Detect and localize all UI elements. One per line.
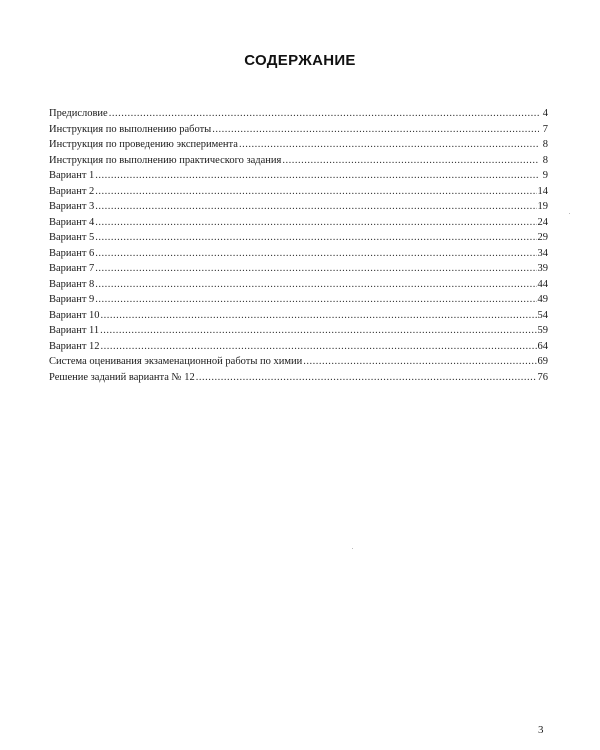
toc-entry-variant-11[interactable] xyxy=(49,323,548,339)
toc-entry-label: Вариант 12 xyxy=(49,340,100,352)
toc-entry-page: 54 xyxy=(537,309,548,321)
dot-leader xyxy=(95,199,536,215)
toc-entry-grading-system[interactable] xyxy=(49,354,548,370)
dot-leader xyxy=(95,184,536,200)
toc-entry-variant-7[interactable] xyxy=(49,261,548,277)
toc-entry-label: Инструкция по проведению эксперимента xyxy=(49,139,238,150)
dot-leader xyxy=(100,323,536,339)
toc-entry-variant-3[interactable] xyxy=(49,199,548,215)
toc-entry-label: Вариант 3 xyxy=(49,201,95,212)
toc-entry-label: Предисловие xyxy=(49,108,108,119)
toc-entry-page: 8 xyxy=(542,139,548,150)
scan-speck xyxy=(569,213,570,214)
toc-entry-page: 7 xyxy=(542,123,548,135)
toc-entry-variant-12-solutions[interactable] xyxy=(49,370,548,386)
toc-entry-page: 29 xyxy=(537,232,548,243)
dot-leader xyxy=(109,106,539,122)
toc-entry-variant-9[interactable] xyxy=(49,292,548,308)
toc-entry-label: Инструкция по выполнению работы xyxy=(49,123,212,135)
toc-entry-variant-8[interactable] xyxy=(49,277,548,293)
toc-entry-page: 69 xyxy=(537,356,548,367)
toc-entry-page: 9 xyxy=(542,170,548,181)
page-title: СОДЕРЖАНИЕ xyxy=(244,52,356,69)
dot-leader xyxy=(95,261,536,277)
toc-entry-page: 39 xyxy=(537,263,548,274)
dot-leader xyxy=(95,168,539,184)
toc-entry-page: 59 xyxy=(537,325,548,336)
toc-entry-variant-12[interactable] xyxy=(49,339,548,355)
toc-entry-variant-5[interactable] xyxy=(49,230,548,246)
dot-leader xyxy=(95,230,536,246)
toc-entry-page: 19 xyxy=(537,201,548,212)
toc-entry-page: 4 xyxy=(542,108,548,119)
toc-entry-label: Вариант 2 xyxy=(49,185,95,197)
toc-entry-label: Вариант 1 xyxy=(49,170,95,181)
toc-entry-variant-1[interactable] xyxy=(49,168,548,184)
dot-leader xyxy=(95,277,536,293)
dot-leader xyxy=(95,246,536,262)
dot-leader xyxy=(95,215,536,231)
toc-entry-variant-4[interactable] xyxy=(49,215,548,231)
dot-leader xyxy=(101,339,537,355)
table-of-contents xyxy=(49,106,548,385)
toc-entry-page: 14 xyxy=(537,185,548,197)
toc-entry-page: 24 xyxy=(537,216,548,228)
dot-leader xyxy=(95,292,536,308)
toc-entry-page: 34 xyxy=(537,247,548,259)
toc-entry-page: 76 xyxy=(537,371,548,383)
scan-speck xyxy=(352,548,353,549)
toc-entry-preface[interactable] xyxy=(49,106,548,122)
toc-entry-page: 49 xyxy=(537,294,548,305)
toc-entry-page: 8 xyxy=(542,154,548,166)
toc-entry-label: Вариант 4 xyxy=(49,216,95,228)
toc-entry-label: Решение заданий варианта № 12 xyxy=(49,371,195,383)
toc-entry-page: 64 xyxy=(537,340,548,352)
toc-entry-variant-6[interactable] xyxy=(49,246,548,262)
dot-leader xyxy=(282,153,539,169)
toc-entry-practical-instructions[interactable] xyxy=(49,153,548,169)
toc-entry-variant-10[interactable] xyxy=(49,308,548,324)
toc-entry-label: Вариант 8 xyxy=(49,278,95,290)
toc-entry-label: Инструкция по выполнению практического задания xyxy=(49,154,282,166)
dot-leader xyxy=(101,308,537,324)
dot-leader xyxy=(239,137,539,153)
dot-leader xyxy=(196,370,537,386)
toc-entry-label: Вариант 10 xyxy=(49,309,100,321)
page-number: 3 xyxy=(538,724,544,736)
toc-entry-variant-2[interactable] xyxy=(49,184,548,200)
toc-entry-label: Вариант 9 xyxy=(49,294,95,305)
toc-entry-label: Вариант 6 xyxy=(49,247,95,259)
toc-entry-page: 44 xyxy=(537,278,548,290)
dot-leader xyxy=(303,354,536,370)
toc-entry-label: Вариант 5 xyxy=(49,232,95,243)
toc-entry-label: Система оценивания экзаменационной работы по химии xyxy=(49,356,303,367)
toc-entry-label: Вариант 11 xyxy=(49,325,100,336)
toc-entry-experiment-instructions[interactable] xyxy=(49,137,548,153)
toc-entry-label: Вариант 7 xyxy=(49,263,95,274)
dot-leader xyxy=(212,122,539,138)
toc-entry-work-instructions[interactable] xyxy=(49,122,548,138)
